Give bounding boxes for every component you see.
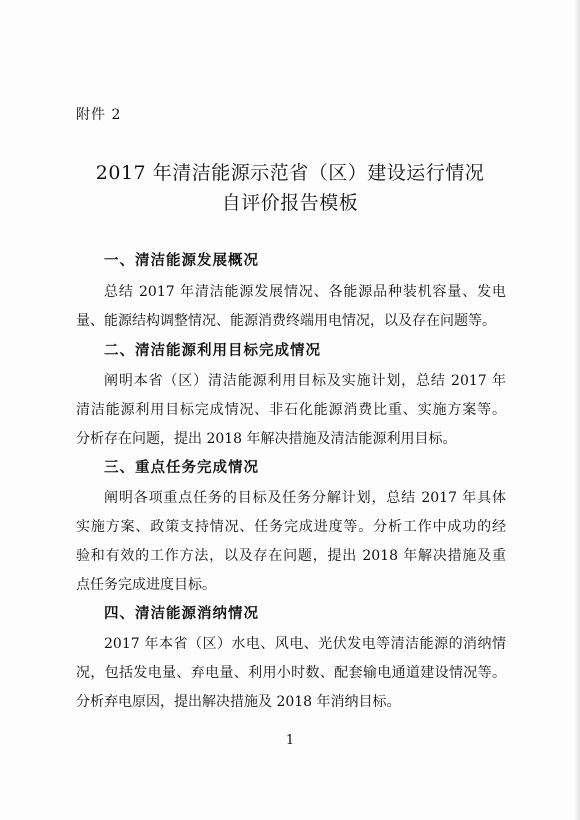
- document-title-line-2: 自评价报告模板: [221, 192, 359, 214]
- section-3-line-2: 实施方案、政策支持情况、任务完成进度等。分析工作中成功的经: [76, 519, 506, 535]
- section-4-line-2: 况，包括发电量、弃电量、利用小时数、配套输电通道建设情况等。: [76, 665, 506, 681]
- section-3-heading: 三、重点任务完成情况: [104, 460, 259, 476]
- section-4-line-1: 2017 年本省（区）水电、风电、光伏发电等清洁能源的消纳情: [104, 636, 506, 652]
- section-2-line-3: 分析存在问题，提出 2018 年解决措施及清洁能源利用目标。: [76, 431, 457, 447]
- section-2-line-2: 清洁能源利用目标完成情况、非石化能源消费比重、实施方案等。: [76, 402, 506, 418]
- section-1-line-2: 量、能源结构调整情况、能源消费终端用电情况，以及存在问题等。: [76, 313, 496, 329]
- section-4-line-3: 分析弃电原因，提出解决措施及 2018 年消纳目标。: [76, 694, 401, 710]
- section-2-heading: 二、清洁能源利用目标完成情况: [104, 343, 321, 359]
- section-3-line-4: 点任务完成进度目标。: [76, 577, 216, 593]
- section-3-line-1: 阐明各项重点任务的目标及任务分解计划，总结 2017 年具体: [104, 490, 506, 506]
- attachment-label: 附件 2: [76, 107, 122, 123]
- section-1-line-1: 总结 2017 年清洁能源发展情况、各能源品种装机容量、发电: [104, 284, 506, 300]
- document-title-line-1: 2017 年清洁能源示范省（区）建设运行情况: [95, 162, 485, 184]
- page-number: 1: [285, 733, 295, 748]
- scan-edge-shadow: [574, 0, 580, 820]
- section-1-heading: 一、清洁能源发展概况: [104, 253, 259, 269]
- section-2-line-1: 阐明本省（区）清洁能源利用目标及实施计划，总结 2017 年: [104, 373, 506, 389]
- section-4-heading: 四、清洁能源消纳情况: [104, 606, 259, 622]
- section-3-line-3: 验和有效的工作方法，以及存在问题，提出 2018 年解决措施及重: [76, 548, 506, 564]
